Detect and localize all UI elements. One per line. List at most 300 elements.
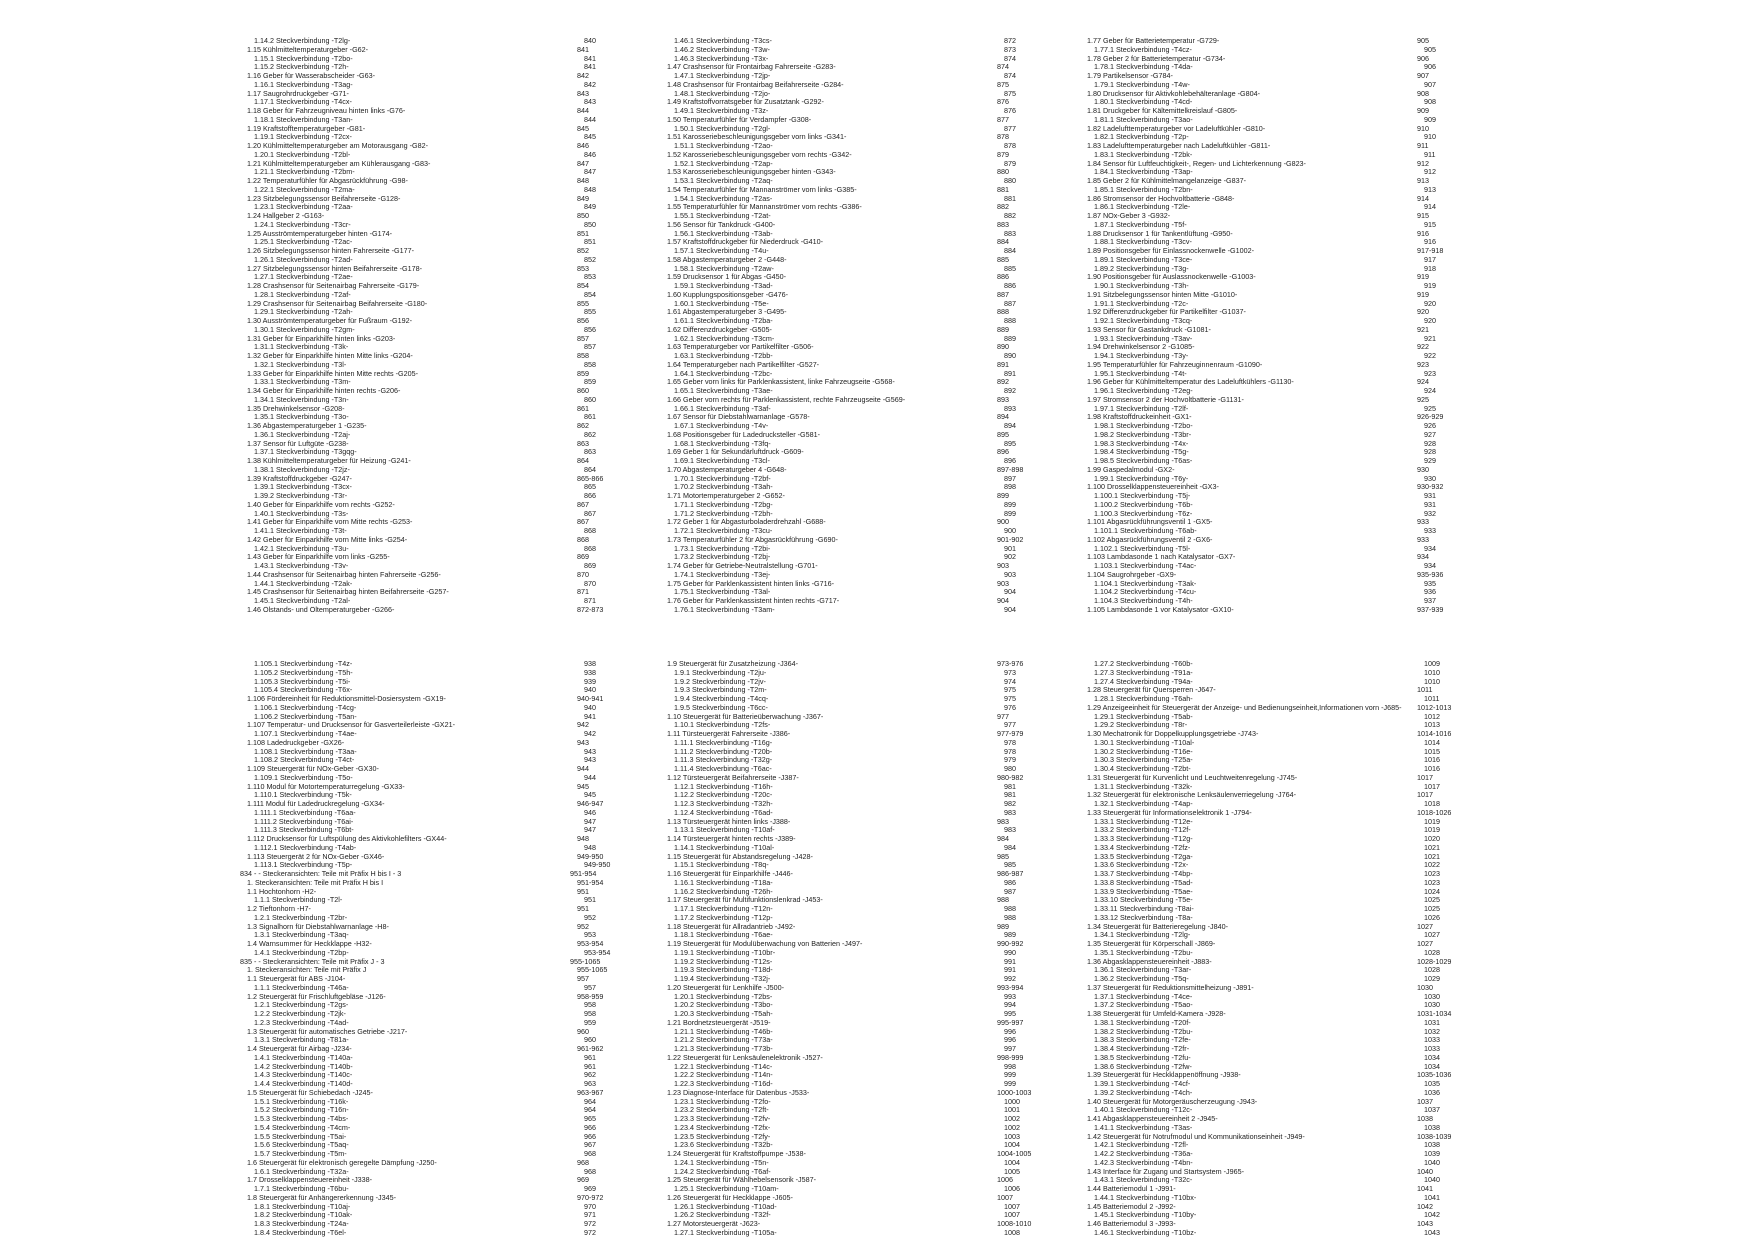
toc-entry[interactable] [240, 975, 660, 984]
toc-entry[interactable] [1080, 300, 1500, 309]
toc-entry[interactable] [1080, 55, 1500, 64]
toc-entry[interactable] [240, 536, 660, 545]
toc-entry[interactable] [1080, 107, 1500, 116]
toc-entry[interactable] [660, 466, 1080, 475]
toc-entry[interactable] [240, 510, 660, 519]
toc-entry[interactable] [240, 1159, 660, 1168]
toc-entry[interactable] [1080, 125, 1500, 134]
toc-entry[interactable] [660, 282, 1080, 291]
toc-entry[interactable] [660, 896, 1080, 905]
toc-entry[interactable] [660, 1036, 1080, 1045]
toc-entry[interactable] [240, 116, 660, 125]
toc-entry[interactable] [1080, 221, 1500, 230]
toc-entry[interactable] [240, 739, 660, 748]
toc-entry[interactable] [660, 580, 1080, 589]
toc-entry[interactable] [660, 553, 1080, 562]
toc-entry[interactable] [1080, 72, 1500, 81]
toc-entry[interactable] [240, 1141, 660, 1150]
toc-entry[interactable] [240, 1133, 660, 1142]
toc-entry[interactable] [660, 518, 1080, 527]
toc-entry[interactable] [1080, 160, 1500, 169]
toc-entry[interactable] [660, 949, 1080, 958]
toc-entry[interactable] [240, 308, 660, 317]
toc-entry[interactable] [1080, 457, 1500, 466]
toc-entry[interactable] [1080, 177, 1500, 186]
toc-entry[interactable] [240, 483, 660, 492]
toc-entry[interactable] [1080, 483, 1500, 492]
toc-entry[interactable] [240, 1028, 660, 1037]
toc-entry[interactable] [240, 107, 660, 116]
toc-entry[interactable] [1080, 975, 1500, 984]
toc-entry[interactable] [1080, 151, 1500, 160]
toc-entry[interactable] [240, 730, 660, 739]
toc-entry[interactable] [1080, 914, 1500, 923]
toc-entry[interactable] [1080, 361, 1500, 370]
toc-entry[interactable] [660, 230, 1080, 239]
toc-entry[interactable] [240, 405, 660, 414]
toc-entry[interactable] [660, 186, 1080, 195]
toc-entry[interactable] [240, 448, 660, 457]
toc-entry[interactable] [660, 1001, 1080, 1010]
toc-entry[interactable] [240, 1071, 660, 1080]
toc-entry[interactable] [660, 1185, 1080, 1194]
toc-entry[interactable] [660, 195, 1080, 204]
toc-entry[interactable] [660, 984, 1080, 993]
toc-entry[interactable] [240, 721, 660, 730]
toc-entry[interactable] [1080, 1194, 1500, 1203]
toc-entry[interactable] [660, 273, 1080, 282]
toc-entry[interactable] [660, 818, 1080, 827]
toc-entry[interactable] [240, 1168, 660, 1177]
toc-entry[interactable] [1080, 291, 1500, 300]
toc-entry[interactable] [240, 580, 660, 589]
toc-entry[interactable] [660, 510, 1080, 519]
toc-entry[interactable] [660, 335, 1080, 344]
toc-entry[interactable] [660, 704, 1080, 713]
toc-entry[interactable] [660, 826, 1080, 835]
toc-entry[interactable] [240, 46, 660, 55]
toc-entry[interactable] [240, 352, 660, 361]
toc-entry[interactable] [240, 195, 660, 204]
toc-entry[interactable] [240, 221, 660, 230]
toc-entry[interactable] [1080, 116, 1500, 125]
toc-entry[interactable] [660, 133, 1080, 142]
toc-entry[interactable] [660, 1071, 1080, 1080]
toc-entry[interactable] [660, 536, 1080, 545]
toc-entry[interactable] [1080, 37, 1500, 46]
toc-entry[interactable] [1080, 370, 1500, 379]
toc-entry[interactable] [1080, 545, 1500, 554]
toc-entry[interactable] [240, 669, 660, 678]
toc-entry[interactable] [1080, 387, 1500, 396]
toc-entry[interactable] [660, 966, 1080, 975]
toc-entry[interactable] [240, 1089, 660, 1098]
toc-entry[interactable] [660, 343, 1080, 352]
toc-entry[interactable] [240, 914, 660, 923]
toc-entry[interactable] [240, 1220, 660, 1229]
toc-entry[interactable] [1080, 195, 1500, 204]
toc-entry[interactable] [660, 81, 1080, 90]
toc-entry[interactable] [660, 46, 1080, 55]
toc-entry[interactable] [660, 791, 1080, 800]
toc-entry[interactable] [240, 387, 660, 396]
toc-entry[interactable] [240, 413, 660, 422]
toc-entry[interactable] [660, 256, 1080, 265]
toc-entry[interactable] [240, 1150, 660, 1159]
toc-entry[interactable] [240, 783, 660, 792]
toc-entry[interactable] [1080, 90, 1500, 99]
toc-entry[interactable] [240, 81, 660, 90]
toc-entry[interactable] [240, 63, 660, 72]
toc-entry[interactable] [1080, 783, 1500, 792]
toc-entry[interactable] [660, 748, 1080, 757]
toc-entry[interactable] [240, 256, 660, 265]
toc-entry[interactable] [660, 448, 1080, 457]
toc-entry[interactable] [1080, 230, 1500, 239]
toc-entry[interactable] [240, 133, 660, 142]
toc-entry[interactable] [1080, 501, 1500, 510]
toc-entry[interactable] [240, 1098, 660, 1107]
toc-entry[interactable] [1080, 168, 1500, 177]
toc-entry[interactable] [240, 238, 660, 247]
toc-entry[interactable] [660, 800, 1080, 809]
toc-entry[interactable] [1080, 133, 1500, 142]
toc-entry[interactable] [240, 1063, 660, 1072]
toc-entry[interactable] [1080, 317, 1500, 326]
toc-entry[interactable] [1080, 81, 1500, 90]
toc-entry[interactable] [660, 317, 1080, 326]
toc-entry[interactable] [660, 1063, 1080, 1072]
toc-entry[interactable] [660, 492, 1080, 501]
toc-entry[interactable] [660, 37, 1080, 46]
toc-entry[interactable] [1080, 1106, 1500, 1115]
toc-entry[interactable] [1080, 326, 1500, 335]
toc-entry[interactable] [660, 107, 1080, 116]
toc-entry[interactable] [660, 378, 1080, 387]
toc-entry[interactable] [660, 545, 1080, 554]
toc-entry[interactable] [1080, 580, 1500, 589]
toc-entry[interactable] [240, 378, 660, 387]
toc-entry[interactable] [660, 774, 1080, 783]
toc-entry[interactable] [1080, 1089, 1500, 1098]
toc-entry[interactable] [240, 518, 660, 527]
toc-entry[interactable] [240, 186, 660, 195]
toc-entry[interactable] [1080, 588, 1500, 597]
toc-entry[interactable] [240, 282, 660, 291]
toc-entry[interactable] [240, 317, 660, 326]
toc-entry[interactable] [660, 125, 1080, 134]
toc-entry[interactable] [660, 396, 1080, 405]
toc-entry[interactable] [660, 606, 1080, 615]
toc-entry[interactable] [240, 151, 660, 160]
toc-entry[interactable] [240, 361, 660, 370]
toc-entry[interactable] [240, 660, 660, 669]
toc-entry[interactable] [240, 1176, 660, 1185]
toc-entry[interactable] [240, 571, 660, 580]
toc-entry[interactable] [240, 1229, 660, 1238]
toc-entry[interactable] [240, 527, 660, 536]
toc-entry[interactable] [660, 308, 1080, 317]
toc-entry[interactable] [1080, 335, 1500, 344]
toc-entry[interactable] [660, 809, 1080, 818]
toc-entry[interactable] [240, 861, 660, 870]
toc-entry[interactable] [660, 756, 1080, 765]
toc-entry[interactable] [240, 501, 660, 510]
toc-entry[interactable] [240, 177, 660, 186]
toc-entry[interactable] [240, 300, 660, 309]
toc-entry[interactable] [240, 142, 660, 151]
toc-entry[interactable] [660, 370, 1080, 379]
toc-entry[interactable] [240, 588, 660, 597]
toc-entry[interactable] [660, 326, 1080, 335]
toc-entry[interactable] [240, 431, 660, 440]
toc-entry[interactable] [660, 352, 1080, 361]
toc-entry[interactable] [240, 748, 660, 757]
toc-entry[interactable] [660, 730, 1080, 739]
toc-entry[interactable] [240, 713, 660, 722]
toc-entry[interactable] [1080, 527, 1500, 536]
toc-entry[interactable] [1080, 308, 1500, 317]
toc-entry[interactable] [660, 221, 1080, 230]
toc-entry[interactable] [660, 940, 1080, 949]
toc-entry[interactable] [240, 774, 660, 783]
toc-entry[interactable] [1080, 1229, 1500, 1238]
toc-entry[interactable] [660, 1168, 1080, 1177]
toc-entry[interactable] [660, 1028, 1080, 1037]
toc-entry[interactable] [240, 98, 660, 107]
toc-entry[interactable] [1080, 466, 1500, 475]
toc-entry[interactable] [660, 678, 1080, 687]
toc-entry[interactable] [660, 870, 1080, 879]
toc-entry[interactable] [240, 1054, 660, 1063]
toc-entry[interactable] [660, 98, 1080, 107]
toc-entry[interactable] [240, 440, 660, 449]
toc-entry[interactable] [660, 90, 1080, 99]
toc-entry[interactable] [660, 422, 1080, 431]
toc-entry[interactable] [660, 905, 1080, 914]
toc-entry[interactable] [240, 291, 660, 300]
toc-entry[interactable] [240, 923, 660, 932]
toc-entry[interactable] [1080, 378, 1500, 387]
toc-entry[interactable] [240, 704, 660, 713]
toc-entry[interactable] [1080, 396, 1500, 405]
toc-entry-page: 924 [1424, 386, 1436, 395]
toc-entry[interactable] [1080, 422, 1500, 431]
toc-entry[interactable] [660, 247, 1080, 256]
toc-entry[interactable] [660, 116, 1080, 125]
toc-entry[interactable] [1080, 1176, 1500, 1185]
toc-entry[interactable] [240, 896, 660, 905]
toc-entry[interactable] [660, 63, 1080, 72]
toc-entry[interactable] [660, 300, 1080, 309]
toc-entry[interactable] [240, 809, 660, 818]
toc-entry[interactable] [1080, 212, 1500, 221]
toc-entry[interactable] [1080, 536, 1500, 545]
toc-entry[interactable] [660, 483, 1080, 492]
toc-entry[interactable] [1080, 431, 1500, 440]
toc-entry[interactable] [660, 562, 1080, 571]
toc-entry[interactable] [1080, 352, 1500, 361]
toc-entry[interactable] [660, 361, 1080, 370]
toc-entry[interactable] [660, 72, 1080, 81]
toc-entry[interactable] [240, 756, 660, 765]
toc-entry[interactable] [240, 562, 660, 571]
toc-entry[interactable] [240, 396, 660, 405]
toc-entry[interactable] [660, 879, 1080, 888]
toc-entry[interactable] [240, 160, 660, 169]
toc-entry[interactable] [1080, 63, 1500, 72]
toc-entry[interactable] [240, 826, 660, 835]
toc-entry[interactable] [240, 1019, 660, 1028]
toc-entry[interactable] [1080, 265, 1500, 274]
toc-entry[interactable] [1080, 448, 1500, 457]
toc-entry[interactable] [240, 765, 660, 774]
toc-entry[interactable] [660, 142, 1080, 151]
toc-entry[interactable] [240, 475, 660, 484]
toc-entry[interactable] [660, 686, 1080, 695]
toc-entry[interactable] [660, 571, 1080, 580]
toc-entry[interactable] [240, 72, 660, 81]
toc-entry[interactable] [240, 422, 660, 431]
toc-entry[interactable] [240, 265, 660, 274]
toc-entry[interactable] [1080, 678, 1500, 687]
toc-entry[interactable] [660, 177, 1080, 186]
toc-entry[interactable] [1080, 606, 1500, 615]
toc-entry[interactable] [240, 230, 660, 239]
toc-entry[interactable] [240, 1203, 660, 1212]
toc-entry[interactable] [660, 501, 1080, 510]
toc-entry[interactable] [240, 1115, 660, 1124]
toc-entry[interactable] [240, 55, 660, 64]
toc-entry[interactable] [240, 370, 660, 379]
toc-entry[interactable] [660, 597, 1080, 606]
toc-entry[interactable] [660, 238, 1080, 247]
toc-entry[interactable] [1080, 571, 1500, 580]
toc-entry[interactable] [660, 695, 1080, 704]
toc-entry[interactable] [240, 1045, 660, 1054]
toc-entry[interactable] [240, 1010, 660, 1019]
toc-entry[interactable] [240, 457, 660, 466]
toc-entry[interactable] [660, 958, 1080, 967]
toc-entry[interactable] [240, 335, 660, 344]
toc-entry[interactable] [240, 678, 660, 687]
toc-entry[interactable] [660, 669, 1080, 678]
toc-entry[interactable] [1080, 247, 1500, 256]
toc-entry[interactable] [660, 923, 1080, 932]
toc-entry[interactable] [240, 90, 660, 99]
toc-entry[interactable] [240, 879, 660, 888]
toc-entry[interactable] [1080, 413, 1500, 422]
toc-entry[interactable] [660, 55, 1080, 64]
toc-entry[interactable] [1080, 273, 1500, 282]
toc-entry[interactable] [660, 405, 1080, 414]
toc-entry[interactable] [660, 660, 1080, 669]
toc-entry[interactable] [660, 160, 1080, 169]
toc-entry[interactable] [1080, 492, 1500, 501]
toc-entry[interactable] [240, 492, 660, 501]
toc-entry[interactable] [240, 553, 660, 562]
toc-entry[interactable] [240, 818, 660, 827]
toc-entry[interactable] [240, 1001, 660, 1010]
toc-entry[interactable] [660, 168, 1080, 177]
toc-entry[interactable] [660, 413, 1080, 422]
toc-entry[interactable] [240, 606, 660, 615]
toc-entry[interactable] [1080, 203, 1500, 212]
toc-entry[interactable] [1080, 142, 1500, 151]
toc-entry[interactable] [660, 713, 1080, 722]
toc-entry[interactable] [660, 844, 1080, 853]
toc-entry[interactable] [660, 475, 1080, 484]
toc-entry[interactable] [240, 1211, 660, 1220]
toc-entry[interactable] [240, 888, 660, 897]
toc-entry[interactable] [1080, 931, 1500, 940]
toc-entry[interactable] [240, 273, 660, 282]
toc-entry[interactable] [660, 265, 1080, 274]
toc-entry[interactable] [660, 783, 1080, 792]
toc-entry[interactable] [660, 888, 1080, 897]
toc-entry[interactable] [660, 387, 1080, 396]
toc-entry[interactable] [240, 800, 660, 809]
toc-entry[interactable] [1080, 1211, 1500, 1220]
toc-entry[interactable] [660, 203, 1080, 212]
toc-entry[interactable] [1080, 256, 1500, 265]
toc-entry[interactable] [1080, 46, 1500, 55]
toc-entry[interactable] [1080, 553, 1500, 562]
toc-entry[interactable] [660, 431, 1080, 440]
toc-entry[interactable] [1080, 343, 1500, 352]
toc-entry[interactable] [660, 212, 1080, 221]
toc-entry[interactable] [240, 905, 660, 914]
toc-entry[interactable] [240, 203, 660, 212]
toc-entry[interactable] [660, 588, 1080, 597]
toc-entry[interactable] [240, 37, 660, 46]
toc-entry[interactable] [240, 1106, 660, 1115]
toc-entry[interactable] [660, 835, 1080, 844]
toc-entry[interactable] [240, 247, 660, 256]
toc-entry[interactable] [1080, 186, 1500, 195]
toc-entry[interactable] [1080, 98, 1500, 107]
toc-entry[interactable] [240, 168, 660, 177]
toc-entry[interactable] [660, 1019, 1080, 1028]
toc-entry[interactable] [240, 125, 660, 134]
toc-entry[interactable] [1080, 518, 1500, 527]
toc-entry[interactable] [660, 993, 1080, 1002]
toc-entry[interactable] [240, 212, 660, 221]
toc-entry[interactable] [1080, 1159, 1500, 1168]
toc-entry[interactable] [240, 545, 660, 554]
toc-entry[interactable] [240, 966, 660, 975]
toc-entry[interactable] [240, 695, 660, 704]
toc-entry[interactable] [1080, 765, 1500, 774]
toc-entry[interactable] [660, 853, 1080, 862]
toc-entry[interactable] [240, 1124, 660, 1133]
toc-entry[interactable] [660, 1229, 1080, 1238]
toc-entry[interactable] [240, 835, 660, 844]
toc-entry[interactable] [660, 151, 1080, 160]
toc-entry[interactable] [1080, 440, 1500, 449]
toc-entry[interactable] [660, 1054, 1080, 1063]
toc-entry[interactable] [240, 1194, 660, 1203]
toc-entry[interactable] [660, 440, 1080, 449]
toc-entry[interactable] [660, 914, 1080, 923]
toc-entry[interactable] [240, 326, 660, 335]
toc-entry[interactable] [660, 291, 1080, 300]
toc-entry[interactable] [1080, 510, 1500, 519]
toc-entry[interactable] [1080, 282, 1500, 291]
toc-entry[interactable] [240, 343, 660, 352]
toc-entry[interactable] [660, 739, 1080, 748]
toc-entry[interactable] [240, 993, 660, 1002]
